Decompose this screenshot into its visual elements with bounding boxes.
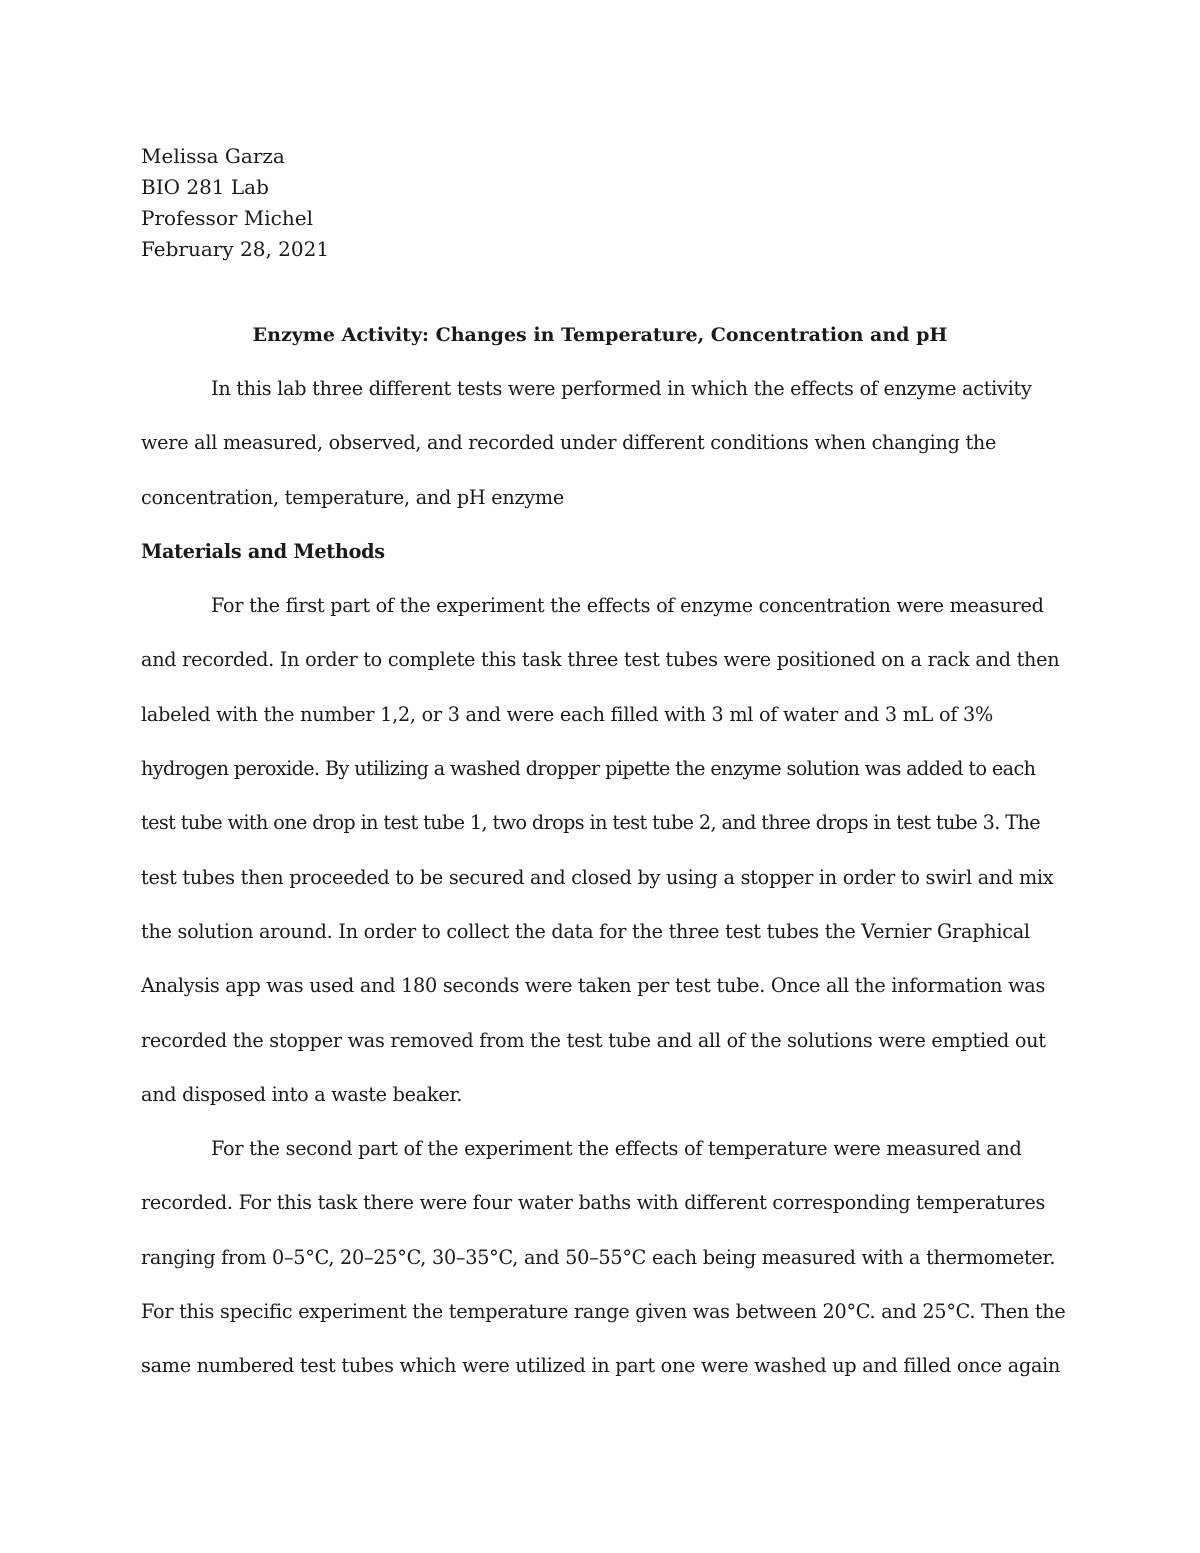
course-name: BIO 281 Lab [141,175,269,199]
author-name: Melissa Garza [141,144,285,168]
paragraph-line: For the second part of the experiment the effects of temperature were measured and [211,1137,1022,1161]
paragraph-line: the solution around. In order to collect the data for the three test tubes the Vernier Graphical [141,919,1030,943]
document-title: Enzyme Activity: Changes in Temperature, Concentration and pH [252,324,948,346]
paragraph-line: For this specific experiment the temperature range given was between 20°C. and 25°C. Then the [141,1300,1066,1324]
intro-line: were all measured, observed, and recorded under different conditions when changing the [141,431,997,455]
intro-line: In this lab three different tests were performed in which the effects of enzyme activity [211,377,1032,400]
paragraph-line: Analysis app was used and 180 seconds were taken per test tube. Once all the information was [141,974,1046,998]
paragraph-line: and disposed into a waste beaker. [141,1082,463,1106]
professor-name: Professor Michel [141,206,313,230]
paragraph-line: recorded. For this task there were four water baths with different corresponding temperatures [141,1191,1046,1215]
paragraph-line: test tube with one drop in test tube 1, two drops in test tube 2, and three drops in test tube 3. The [141,811,1040,835]
paragraph-line: labeled with the number 1,2, or 3 and were each filled with 3 ml of water and 3 mL of 3% [141,702,993,726]
header-block [141,141,329,265]
intro-paragraph [141,362,1066,1394]
paragraph-line: ranging from 0–5°C, 20–25°C, 30–35°C, and 50–55°C each being measured with a thermometer. [141,1245,1056,1269]
document-date: February 28, 2021 [141,237,330,261]
paragraph-line: For the first part of the experiment the effects of enzyme concentration were measured [211,594,1044,618]
paragraph-line: same numbered test tubes which were utilized in part one were washed up and filled once again [141,1354,1061,1378]
paragraph-line: and recorded. In order to complete this task three test tubes were positioned on a rack and then [141,648,1060,672]
paragraph-line: recorded the stopper was removed from the test tube and all of the solutions were emptied out [141,1028,1046,1052]
materials-heading: Materials and Methods [141,539,385,563]
paragraph-line: hydrogen peroxide. By utilizing a washed dropper pipette the enzyme solution was added to each [141,757,1036,781]
paragraph-line: test tubes then proceeded to be secured and closed by using a stopper in order to swirl and mix [141,865,1054,889]
intro-line: concentration, temperature, and pH enzyme [141,485,564,509]
